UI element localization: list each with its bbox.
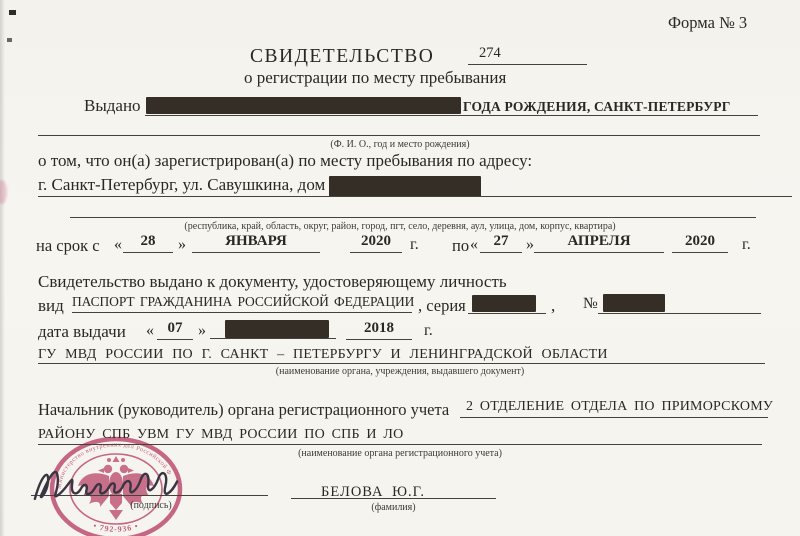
period-from-year: 2020 <box>350 233 402 253</box>
official-surname: БЕЛОВА Ю.Г. <box>321 484 426 500</box>
issued-label: Выдано <box>84 96 141 115</box>
period-from-day: 28 <box>123 233 173 253</box>
issued-birth-info: ГОДА РОЖДЕНИЯ, САНКТ-ПЕТЕРБУРГ <box>463 99 731 114</box>
period-to-label: по <box>452 236 470 255</box>
period-label: на срок с <box>36 236 100 255</box>
period-from-month: ЯНВАРЯ <box>192 233 320 253</box>
scan-speck <box>9 10 16 15</box>
issue-date-day: 07 <box>157 320 193 340</box>
issued-underline <box>145 115 758 116</box>
document-title: СВИДЕТЕЛЬСТВО <box>250 46 435 67</box>
doc-series-label: , серия <box>418 296 466 315</box>
period-to-day: 27 <box>480 233 522 253</box>
document-subtitle: о регистрации по месту пребывания <box>244 68 507 87</box>
form-number-label: Форма № 3 <box>668 13 748 32</box>
issue-date-year: 2018 <box>346 320 412 340</box>
certificate-number: 274 <box>468 45 587 65</box>
quote-close: » <box>198 322 206 339</box>
address-line-2 <box>70 217 756 218</box>
quote-open: « <box>146 322 154 339</box>
address-value: г. Санкт-Петербург, ул. Савушкина, дом <box>38 175 326 194</box>
issuer-caption: (наименование органа, учреждения, выдавшего документ) <box>275 366 525 377</box>
address-underline <box>38 196 792 197</box>
redaction-number <box>603 294 665 312</box>
redaction-house-number <box>329 176 481 197</box>
fio-caption: (Ф. И. О., год и место рождения) <box>330 139 470 150</box>
issue-month-underline <box>210 338 336 339</box>
quote-open: « <box>114 236 122 253</box>
scan-smudge <box>0 180 7 204</box>
series-underline <box>468 313 546 314</box>
doc-kind-value: ПАСПОРТ ГРАЖДАНИНА РОССИЙСКОЙ ФЕДЕРАЦИИ <box>72 294 412 313</box>
doc-number-sign: № <box>583 295 598 312</box>
issue-date-label: дата выдачи <box>38 322 126 341</box>
registrar-org-line2: РАЙОНУ СПБ УВМ ГУ МВД РОССИИ ПО СПБ И ЛО <box>38 427 404 442</box>
surname-line <box>291 498 496 499</box>
number-underline <box>598 313 761 314</box>
period-to-year: 2020 <box>672 233 728 253</box>
issuer-org: ГУ МВД РОССИИ ПО Г. САНКТ – ПЕТЕРБУРГУ И ЛЕНИНГРАДСКОЙ ОБЛАСТИ <box>38 347 608 362</box>
stamp-number-text: • 792-936 • <box>92 521 140 534</box>
registrar-caption: (наименование органа регистрационного учета) <box>298 448 502 459</box>
redaction-issue-month <box>225 320 329 338</box>
year-mark: г. <box>424 322 433 339</box>
year-mark: г. <box>410 236 419 253</box>
issuer-underline <box>38 363 765 364</box>
registration-statement: о том, что он(а) зарегистрирован(а) по месту пребывания по адресу: <box>38 151 533 170</box>
quote-close: » <box>178 236 186 253</box>
svg-text:• 792-936 • <box>92 521 140 534</box>
fio-line <box>38 135 760 136</box>
period-to-month: АПРЕЛЯ <box>534 233 664 253</box>
registrar-org-line1: 2 ОТДЕЛЕНИЕ ОТДЕЛА ПО ПРИМОРСКОМУ <box>460 399 768 418</box>
quote-open: « <box>470 236 478 253</box>
signature-caption: (подпись) <box>130 500 172 511</box>
registrar-underline <box>38 444 762 445</box>
quote-close: » <box>526 236 534 253</box>
registrar-label: Начальник (руководитель) органа регистрационного учета <box>38 400 450 419</box>
scan-speck <box>7 38 12 42</box>
stamp-ring-text: Министерство внутренних дел Российской Ф <box>55 441 173 490</box>
doc-kind-label: вид <box>38 296 64 315</box>
redaction-name <box>146 97 461 114</box>
surname-caption: (фамилия) <box>371 502 416 513</box>
address-caption: (республика, край, область, округ, район, город, пгт, село, деревня, аул, улица, дом, корпус, квартира) <box>184 221 616 232</box>
redaction-series <box>472 295 536 312</box>
identity-intro: Свидетельство выдано к документу, удостоверяющему личность <box>38 272 507 291</box>
year-mark: г. <box>742 236 751 253</box>
series-comma: , <box>551 296 556 315</box>
